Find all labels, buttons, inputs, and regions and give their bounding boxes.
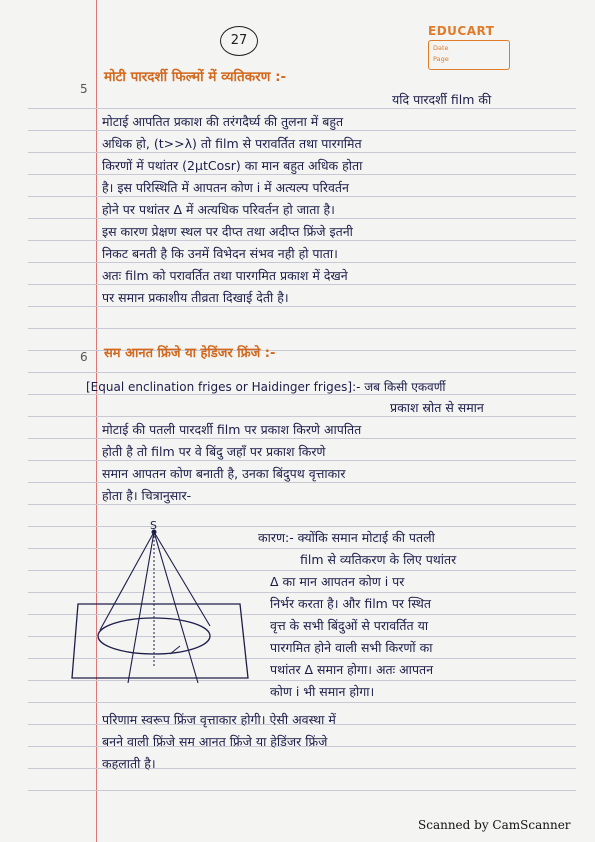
date-page-box — [428, 40, 510, 70]
text-line: किरणों में पथांतर (2μtCosr) का मान बहुत अधिक होता — [102, 158, 363, 173]
ray — [154, 532, 198, 683]
ruled-line — [28, 130, 576, 131]
ruled-line — [28, 240, 576, 241]
page-label: Page — [433, 55, 449, 63]
ruled-line — [28, 482, 576, 483]
ruled-line — [28, 702, 576, 703]
diagram-label: S — [150, 519, 157, 532]
text-line: होने पर पथांतर Δ में अत्यधिक परिवर्तन हो जाता है। — [102, 202, 335, 217]
text-line: समान आपतन कोण बनाती है, उनका बिंदुपथ वृत्ताकार — [102, 466, 346, 481]
film-plane — [72, 604, 248, 678]
text-line: होता है। चित्रानुसार- — [102, 488, 192, 503]
text-line: कोण i भी समान होगा। — [270, 684, 375, 699]
ruled-line — [28, 460, 576, 461]
text-line: वृत्त के सभी बिंदुओं से परावर्तित या — [270, 618, 429, 633]
text-line: कहलाती है। — [102, 756, 156, 771]
text-line: अतः film को परावर्तित तथा पारगमित प्रकाश में देखने — [102, 268, 348, 283]
text-line: मोटाई आपतित प्रकाश की तरंगदैर्घ्य की तुलना में बहुत — [102, 114, 344, 129]
ruled-line — [28, 284, 576, 285]
ruled-line — [28, 262, 576, 263]
section-heading: मोटी पारदर्शी फिल्मों में व्यतिकरण :- — [104, 69, 287, 85]
ruled-line — [28, 372, 576, 373]
text-line: है। इस परिस्थिति में आपतन कोण i में अत्यल्प परिवर्तन — [102, 180, 349, 195]
ruled-line — [28, 196, 576, 197]
margin-line — [96, 0, 97, 842]
text-line: प्रकाश स्रोत से समान — [390, 400, 484, 415]
scanned-watermark: Scanned by CamScanner — [418, 818, 571, 832]
ruled-line — [28, 218, 576, 219]
ruled-line — [28, 174, 576, 175]
section-heading: सम आनत फ्रिंजे या हेडिंजर फ्रिंजे :- — [104, 346, 276, 361]
fringe-diagram — [70, 518, 250, 693]
brand-logo: EDUCART — [428, 24, 495, 38]
text-line: कारण:- क्योंकि समान मोटाई की पतली — [258, 530, 435, 545]
text-line: [Equal enclination friges or Haidinger friges]:- जब किसी एकवर्णी — [86, 380, 446, 394]
ruled-line — [28, 152, 576, 153]
text-line: film से व्यतिकरण के लिए पथांतर — [300, 552, 457, 567]
text-line: इस कारण प्रेक्षण स्थल पर दीप्त तथा अदीप्त फ्रिंजे इतनी — [102, 224, 353, 239]
ruled-line — [28, 328, 576, 329]
ruled-line — [28, 108, 576, 109]
text-line: Δ का मान आपतन कोण i पर — [270, 574, 405, 589]
section-number: 5 — [80, 82, 88, 96]
ray — [154, 532, 210, 626]
text-line: निर्भर करता है। और film पर स्थित — [270, 596, 431, 611]
text-line: यदि पारदर्शी film की — [392, 92, 492, 107]
date-label: Date — [433, 44, 449, 52]
text-line: अधिक हो, (t>>λ) तो film से परावर्तित तथा पारगमित — [102, 136, 362, 151]
ruled-line — [28, 416, 576, 417]
ruled-line — [28, 306, 576, 307]
text-line: पथांतर Δ समान होगा। अतः आपतन — [270, 662, 434, 677]
text-line: बनने वाली फ्रिंजे सम आनत फ्रिंजे या हेडिंजर फ्रिंजे — [102, 734, 328, 749]
ruled-line — [28, 790, 576, 791]
section-number: 6 — [80, 350, 88, 364]
text-line: निकट बनती है कि उनमें विभेदन संभव नही हो पाता। — [102, 246, 338, 261]
ruled-line — [28, 504, 576, 505]
text-line: मोटाई की पतली पारदर्शी film पर प्रकाश किरणे आपतित — [102, 422, 362, 437]
text-line: होती है तो film पर वे बिंदु जहाँ पर प्रकाश किरणे — [102, 444, 326, 459]
page-number: 27 — [220, 26, 258, 56]
text-line: पारगमित होने वाली सभी किरणों का — [270, 640, 433, 655]
ruled-line — [28, 438, 576, 439]
text-line: परिणाम स्वरूप फ्रिंज वृत्ताकार होगी। ऐसी अवस्था में — [102, 712, 336, 727]
text-line: पर समान प्रकाशीय तीव्रता दिखाई देती है। — [102, 290, 289, 305]
